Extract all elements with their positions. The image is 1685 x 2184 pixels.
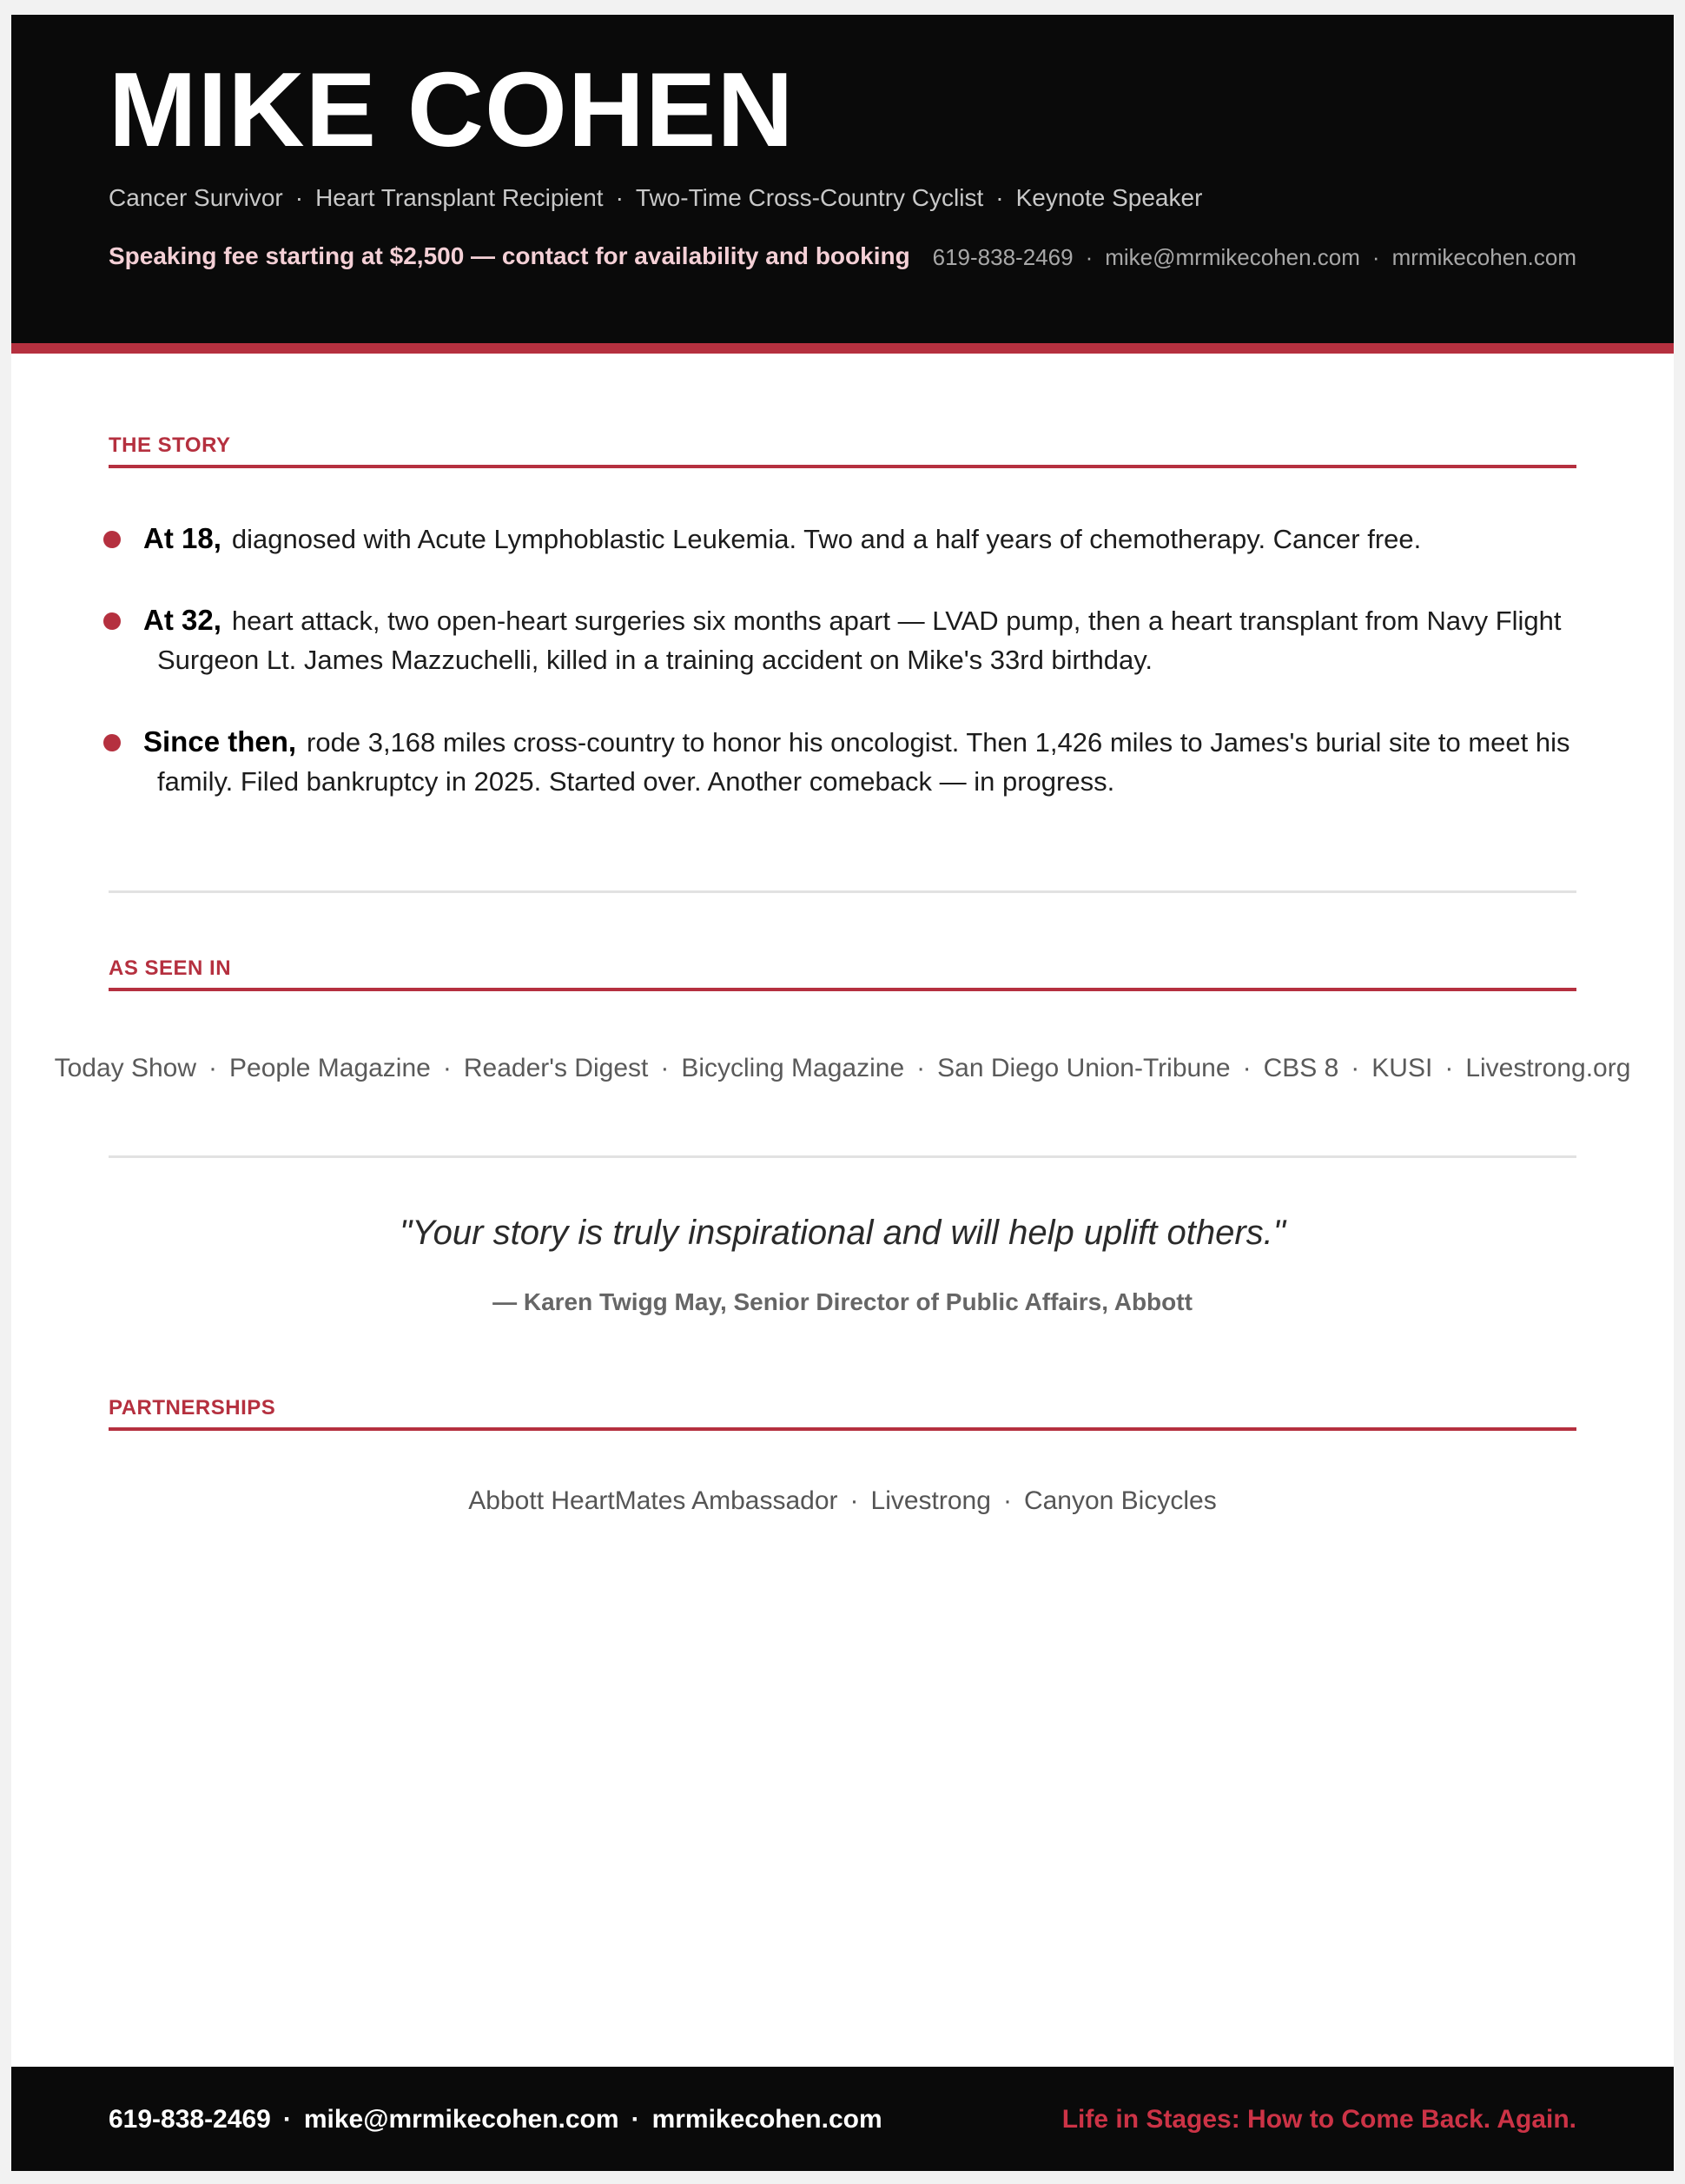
outlet-san-diego-union-tribune: San Diego Union-Tribune (937, 1054, 1231, 1082)
separator-dot: · (660, 1054, 670, 1082)
separator-dot: · (849, 1486, 859, 1515)
story-item-lead: Since then, (143, 725, 297, 758)
bullet-dot-icon (103, 531, 121, 548)
section-divider (109, 890, 1576, 893)
separator-dot: · (1085, 244, 1094, 270)
footer-contact (109, 2105, 882, 2134)
testimonial-quote: "Your story is truly inspirational and will help uplift others." (400, 1214, 1285, 1252)
header-email[interactable]: mike@mrmikecohen.com (1105, 244, 1360, 270)
story-item-text: diagnosed with Acute Lymphoblastic Leukemia. Two and a half years of chemotherapy. Cancer free. (231, 524, 1422, 554)
story-item (133, 519, 1585, 559)
separator-dot: · (1242, 1054, 1252, 1082)
one-sheet-page (11, 15, 1674, 2171)
separator-dot: · (282, 2105, 292, 2134)
story-item-body (133, 519, 1585, 559)
separator-dot: · (1371, 244, 1380, 270)
outlet-people-magazine: People Magazine (229, 1054, 431, 1082)
separator-dot: · (442, 1054, 452, 1082)
header-website[interactable]: mrmikecohen.com (1391, 244, 1576, 270)
header-phone[interactable]: 619-838-2469 (932, 244, 1074, 270)
footer-phone[interactable]: 619-838-2469 (109, 2105, 271, 2134)
speaker-name: MIKE COHEN (109, 50, 795, 169)
testimonial-attribution: — Karen Twigg May, Senior Director of Public Affairs, Abbott (492, 1288, 1193, 1315)
section-title-partnerships: PARTNERSHIPS (109, 1396, 1576, 1431)
separator-dot: · (294, 184, 304, 211)
taglines (109, 184, 1202, 212)
tagline-heart-transplant: Heart Transplant Recipient (315, 184, 604, 211)
story-item-lead: At 18, (143, 522, 221, 554)
story-item-body (133, 600, 1585, 679)
separator-dot: · (208, 1054, 218, 1082)
footer-email[interactable]: mike@mrmikecohen.com (303, 2105, 619, 2134)
partnerships-list (11, 1486, 1674, 1516)
footer-website[interactable]: mrmikecohen.com (651, 2105, 882, 2134)
outlet-kusi: KUSI (1371, 1054, 1433, 1082)
footer-tagline: Life in Stages: How to Come Back. Again. (1061, 2105, 1576, 2134)
outlet-cbs-8: CBS 8 (1263, 1054, 1339, 1082)
outlet-livestrong-org: Livestrong.org (1465, 1054, 1631, 1082)
bullet-dot-icon (103, 612, 121, 630)
story-item-body (133, 722, 1585, 801)
separator-dot: · (1002, 1486, 1012, 1515)
separator-dot: · (1351, 1054, 1360, 1082)
section-divider (109, 1155, 1576, 1158)
partner-livestrong: Livestrong (870, 1486, 991, 1515)
bullet-dot-icon (103, 734, 121, 751)
tagline-cancer-survivor: Cancer Survivor (109, 184, 283, 211)
story-item-text: rode 3,168 miles cross-country to honor his oncologist. Then 1,426 miles to James's burial site to meet his family. Filed bankruptcy in 2025. Started over. Another comeback — in progress. (157, 727, 1570, 797)
separator-dot: · (615, 184, 624, 211)
story-item-lead: At 32, (143, 604, 221, 636)
footer-banner (11, 2067, 1674, 2171)
story-item (133, 722, 1585, 801)
separator-dot: · (916, 1054, 926, 1082)
partner-canyon-bicycles: Canyon Bicycles (1023, 1486, 1217, 1515)
section-title-as-seen-in: AS SEEN IN (109, 956, 1576, 991)
outlet-bicycling-magazine: Bicycling Magazine (681, 1054, 905, 1082)
outlet-today-show: Today Show (54, 1054, 197, 1082)
story-item-text: heart attack, two open-heart surgeries six months apart — LVAD pump, then a heart transplant from Navy Flight Surgeon Lt. James Mazzuchelli, killed in a training accident on Mike's 33rd birthday. (157, 606, 1562, 675)
separator-dot: · (1444, 1054, 1454, 1082)
section-title-story: THE STORY (109, 433, 1576, 468)
speaking-fee: Speaking fee starting at $2,500 — contact for availability and booking (109, 242, 910, 269)
press-outlets (11, 1054, 1674, 1083)
outlet-readers-digest: Reader's Digest (463, 1054, 649, 1082)
header-banner (11, 15, 1674, 354)
separator-dot: · (631, 2105, 640, 2134)
header-contact (933, 244, 1576, 271)
tagline-keynote-speaker: Keynote Speaker (1015, 184, 1203, 211)
partner-abbott-heartmates: Abbott HeartMates Ambassador (468, 1486, 838, 1515)
tagline-cyclist: Two-Time Cross-Country Cyclist (635, 184, 984, 211)
separator-dot: · (995, 184, 1004, 211)
story-item (133, 600, 1585, 679)
